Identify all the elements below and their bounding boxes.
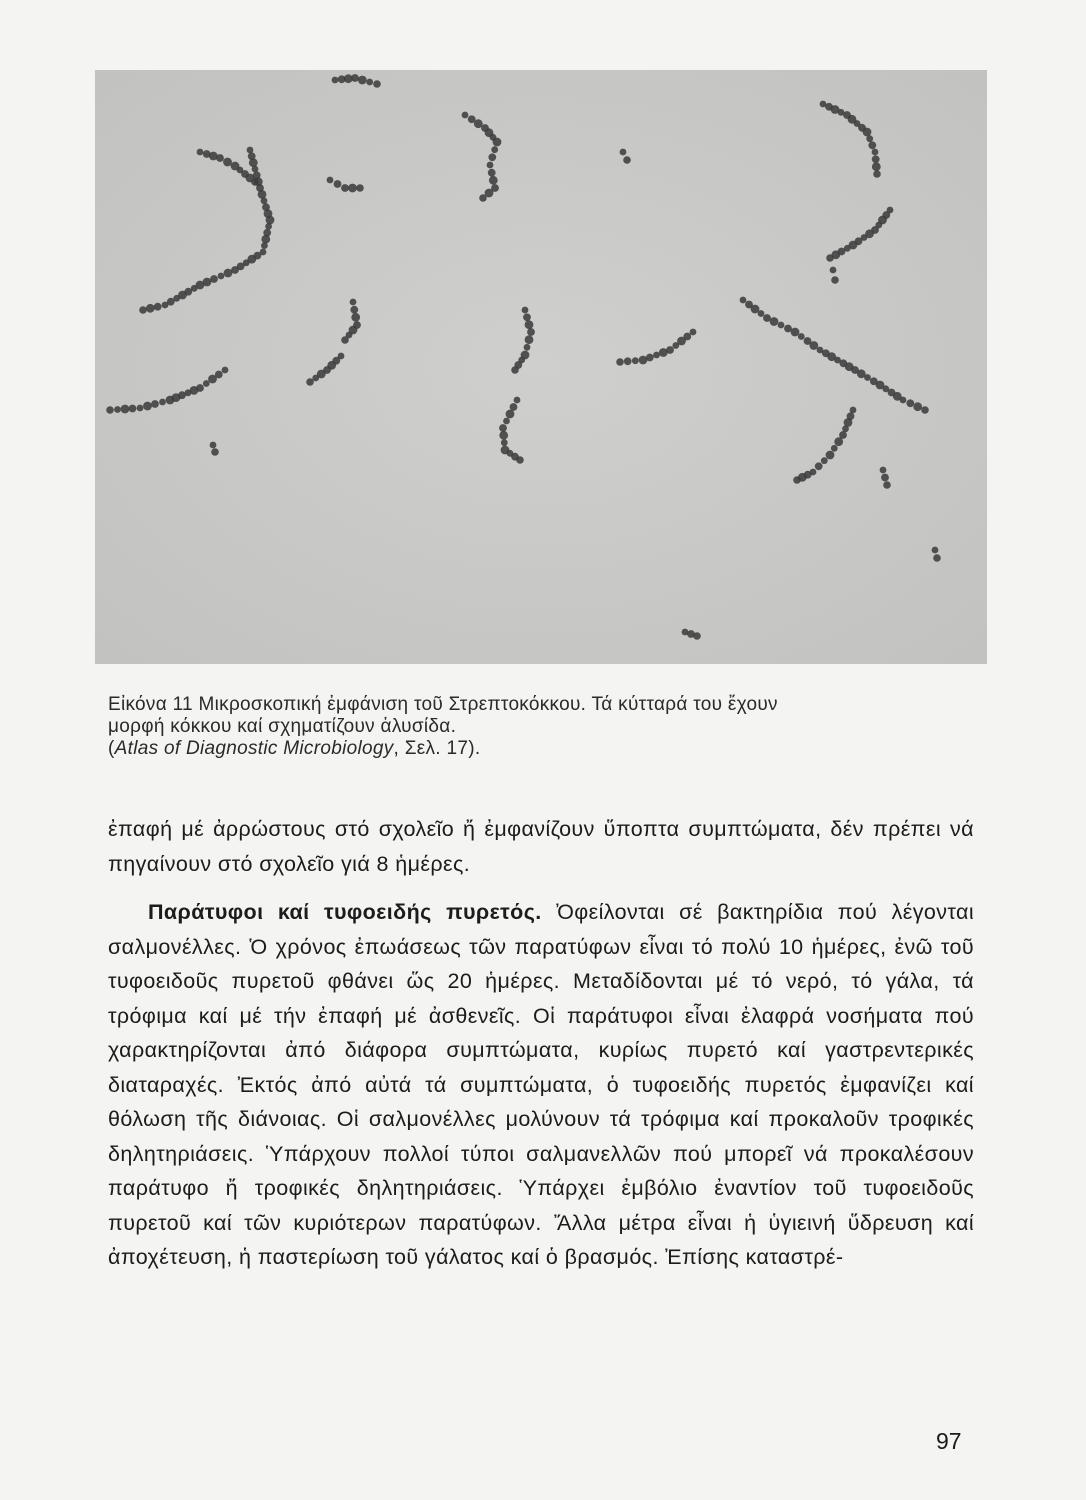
coccus-cell <box>351 74 359 82</box>
coccus-cell <box>620 149 627 156</box>
coccus-cell <box>351 313 360 322</box>
coccus-cell <box>834 437 843 446</box>
coccus-cell <box>501 439 508 446</box>
coccus-cell <box>880 467 887 474</box>
coccus-cell <box>826 254 834 262</box>
coccus-cell <box>224 269 233 278</box>
coccus-cell <box>210 442 217 449</box>
coccus-cell <box>341 184 349 192</box>
coccus-cell <box>261 197 268 204</box>
coccus-cell <box>222 367 229 374</box>
coccus-cell <box>332 77 339 84</box>
coccus-cell <box>489 176 498 185</box>
coccus-cell <box>265 223 272 230</box>
coccus-cell <box>932 547 939 554</box>
coccus-cell <box>516 456 524 464</box>
coccus-cell <box>821 457 828 464</box>
coccus-cell <box>831 276 839 284</box>
coccus-cell <box>462 112 469 119</box>
coccus-cell <box>341 336 349 344</box>
coccus-cell <box>159 399 166 406</box>
coccus-cell <box>881 474 889 482</box>
coccus-cell <box>114 406 121 413</box>
coccus-cell <box>350 299 357 306</box>
streptococcus-micrograph <box>95 70 987 664</box>
paragraph-2-heading: Παράτυφοι καί τυφοειδής πυρετός. <box>148 900 542 924</box>
coccus-cell <box>373 80 381 88</box>
coccus-cell <box>866 135 873 142</box>
coccus-cell <box>653 352 660 359</box>
coccus-cell <box>778 322 785 329</box>
coccus-cell <box>306 378 314 386</box>
coccus-cell <box>921 406 929 414</box>
coccus-cell <box>525 335 534 344</box>
coccus-cell <box>525 320 534 329</box>
coccus-cell <box>162 302 169 309</box>
coccus-cell <box>831 445 838 452</box>
figure-caption <box>108 694 978 760</box>
coccus-cell <box>258 190 267 199</box>
coccus-cell <box>218 273 225 280</box>
coccus-cell <box>639 356 648 365</box>
coccus-cell <box>873 170 881 178</box>
coccus-cell <box>793 476 801 484</box>
coccus-cell <box>499 431 508 440</box>
coccus-cell <box>522 307 529 314</box>
coccus-cell <box>770 317 779 326</box>
coccus-cell <box>740 297 747 304</box>
coccus-cell <box>166 396 175 405</box>
body-text <box>108 812 974 1275</box>
coccus-cell <box>883 481 891 489</box>
coccus-cell <box>872 155 880 163</box>
coccus-cell <box>493 138 502 147</box>
coccus-cell <box>624 357 632 365</box>
coccus-cell <box>830 267 837 274</box>
coccus-cell <box>863 128 872 137</box>
caption-line-2: μορφή κόκκου καί σχηματίζουν ἁλυσίδα. <box>108 716 457 737</box>
caption-source-title: Atlas of Diagnostic Microbiology <box>114 738 394 759</box>
coccus-cell <box>815 462 823 470</box>
caption-source <box>108 738 978 760</box>
coccus-cell <box>106 406 114 414</box>
coccus-cell <box>249 158 258 167</box>
coccus-cell <box>906 399 914 407</box>
coccus-cell <box>143 402 152 411</box>
coccus-cell <box>872 149 879 156</box>
coccus-cell <box>151 400 159 408</box>
coccus-cell <box>826 451 835 460</box>
coccus-cell <box>514 397 521 404</box>
coccus-cell <box>334 180 342 188</box>
coccus-cell <box>693 632 701 640</box>
coccus-cell <box>139 306 147 314</box>
coccus-cell <box>252 166 259 173</box>
coccus-cell <box>900 397 907 404</box>
coccus-cell <box>197 149 204 156</box>
coccus-cell <box>247 147 254 154</box>
coccus-cell <box>488 153 496 161</box>
coccus-cell <box>758 310 765 317</box>
coccus-cell <box>137 405 144 412</box>
coccus-cell <box>511 366 519 374</box>
coccus-cell <box>933 554 941 562</box>
coccus-cell <box>208 375 217 384</box>
paragraph-2-text: Ὀφείλονται σέ βακτηρίδια πού λέγονται σαλμονέλλες. Ὁ χρόνος ἐπωάσεως τῶν παρατύφων εἶναι τό πολύ 10 ἡμέρες, ἐνῶ τοῦ τυφοειδοῦς πυρετοῦ φθάνει ὥς 20 ἡμέρες. Μεταδίδονται μέ τό νερό, τό γάλα, τά τρόφιμα καί μέ τήν ἐπαφή μέ ἀσθενεῖς. Οἱ παράτυφοι εἶναι ἐλαφρά νοσήματα πού χαρακτηρίζονται ἀπό διάφορα συμπτώματα, κυρίως πυρετό καί γαστρεντερικές διαταραχές. Ἐκτός ἀπό αὐτά τά συμπτώματα, ὁ τυφοειδής πυρετός ἐμφανίζει καί θόλωση τῆς διάνοιας. Οἱ σαλμονέλλες μολύνουν τά τρόφιμα καί προκαλοῦν τροφικές δηλητηριάσεις. Ὑπάρχουν πολλοί τύποι σαλμανελλῶν πού μπορεῖ νά προκαλέσουν παράτυφο ἤ τροφικές δηλητηριάσεις. Ὑπάρχει ἐμβόλιο ἐναντίον τοῦ τυφοειδοῦς πυρετοῦ καί τῶν κυριότερων παρατύφων. Ἄλλα μέτρα εἶναι ἡ ὑγιεινή ὕδρευση καί ἀποχέτευση, ἡ παστερίωση τοῦ γάλατος καί ὁ βρασμός. Ἐπίσης καταστρέ- <box>108 900 974 1269</box>
coccus-cell <box>850 407 857 414</box>
coccus-cell <box>348 184 357 193</box>
coccus-cell <box>809 341 818 350</box>
coccus-cell <box>798 333 805 340</box>
coccus-cell <box>868 141 876 149</box>
coccus-cell <box>524 344 531 351</box>
coccus-cell <box>211 448 219 456</box>
coccus-cell <box>129 405 137 413</box>
coccus-cell <box>791 328 800 337</box>
coccus-cell <box>488 169 496 177</box>
coccus-cell <box>659 348 668 357</box>
caption-source-suffix: , Σελ. 17). <box>393 738 481 759</box>
coccus-cell <box>358 76 367 85</box>
coccus-cell <box>216 154 224 162</box>
micrograph-image <box>95 70 987 664</box>
coccus-cell <box>327 177 334 184</box>
caption-source-prefix: ( <box>108 738 115 759</box>
coccus-cell <box>479 194 487 202</box>
coccus-cell <box>623 156 631 164</box>
coccus-cell <box>499 424 507 432</box>
coccus-cell <box>487 162 494 169</box>
coccus-cell <box>864 374 871 381</box>
coccus-cell <box>366 79 373 86</box>
coccus-cell <box>121 405 130 414</box>
coccus-cell <box>690 329 697 336</box>
coccus-cell <box>672 342 679 349</box>
coccus-cell <box>506 410 515 419</box>
caption-line-1: Εἰκόνα 11 Μικροσκοπική ἐμφάνιση τοῦ Στρεπτοκόκκου. Τά κύτταρά του ἔχουν <box>108 694 778 715</box>
coccus-cell <box>261 235 270 244</box>
coccus-cell <box>223 158 232 167</box>
page-number: 97 <box>936 1428 962 1454</box>
coccus-cell <box>350 306 358 314</box>
coccus-cell <box>203 380 210 387</box>
coccus-cell <box>266 216 275 225</box>
coccus-cell <box>616 358 624 366</box>
coccus-cell <box>491 146 498 153</box>
coccus-cell <box>872 162 881 171</box>
coccus-cell <box>913 402 922 411</box>
coccus-cell <box>154 303 162 311</box>
coccus-cell <box>527 328 535 336</box>
coccus-cell <box>146 304 155 313</box>
coccus-cell <box>503 418 510 425</box>
paragraph-2 <box>108 895 974 1275</box>
paragraph-1: ἐπαφή μέ ἀρρώστους στό σχολεῖο ἤ ἐμφανίζουν ὕποπτα συμπτώματα, δέν πρέπει νά πηγαίνουν στό σχολεῖο γιά 8 ἡμέρες. <box>108 817 974 876</box>
coccus-cell <box>523 313 531 321</box>
coccus-cell <box>261 242 268 249</box>
coccus-cell <box>632 357 639 364</box>
coccus-cell <box>356 184 364 192</box>
